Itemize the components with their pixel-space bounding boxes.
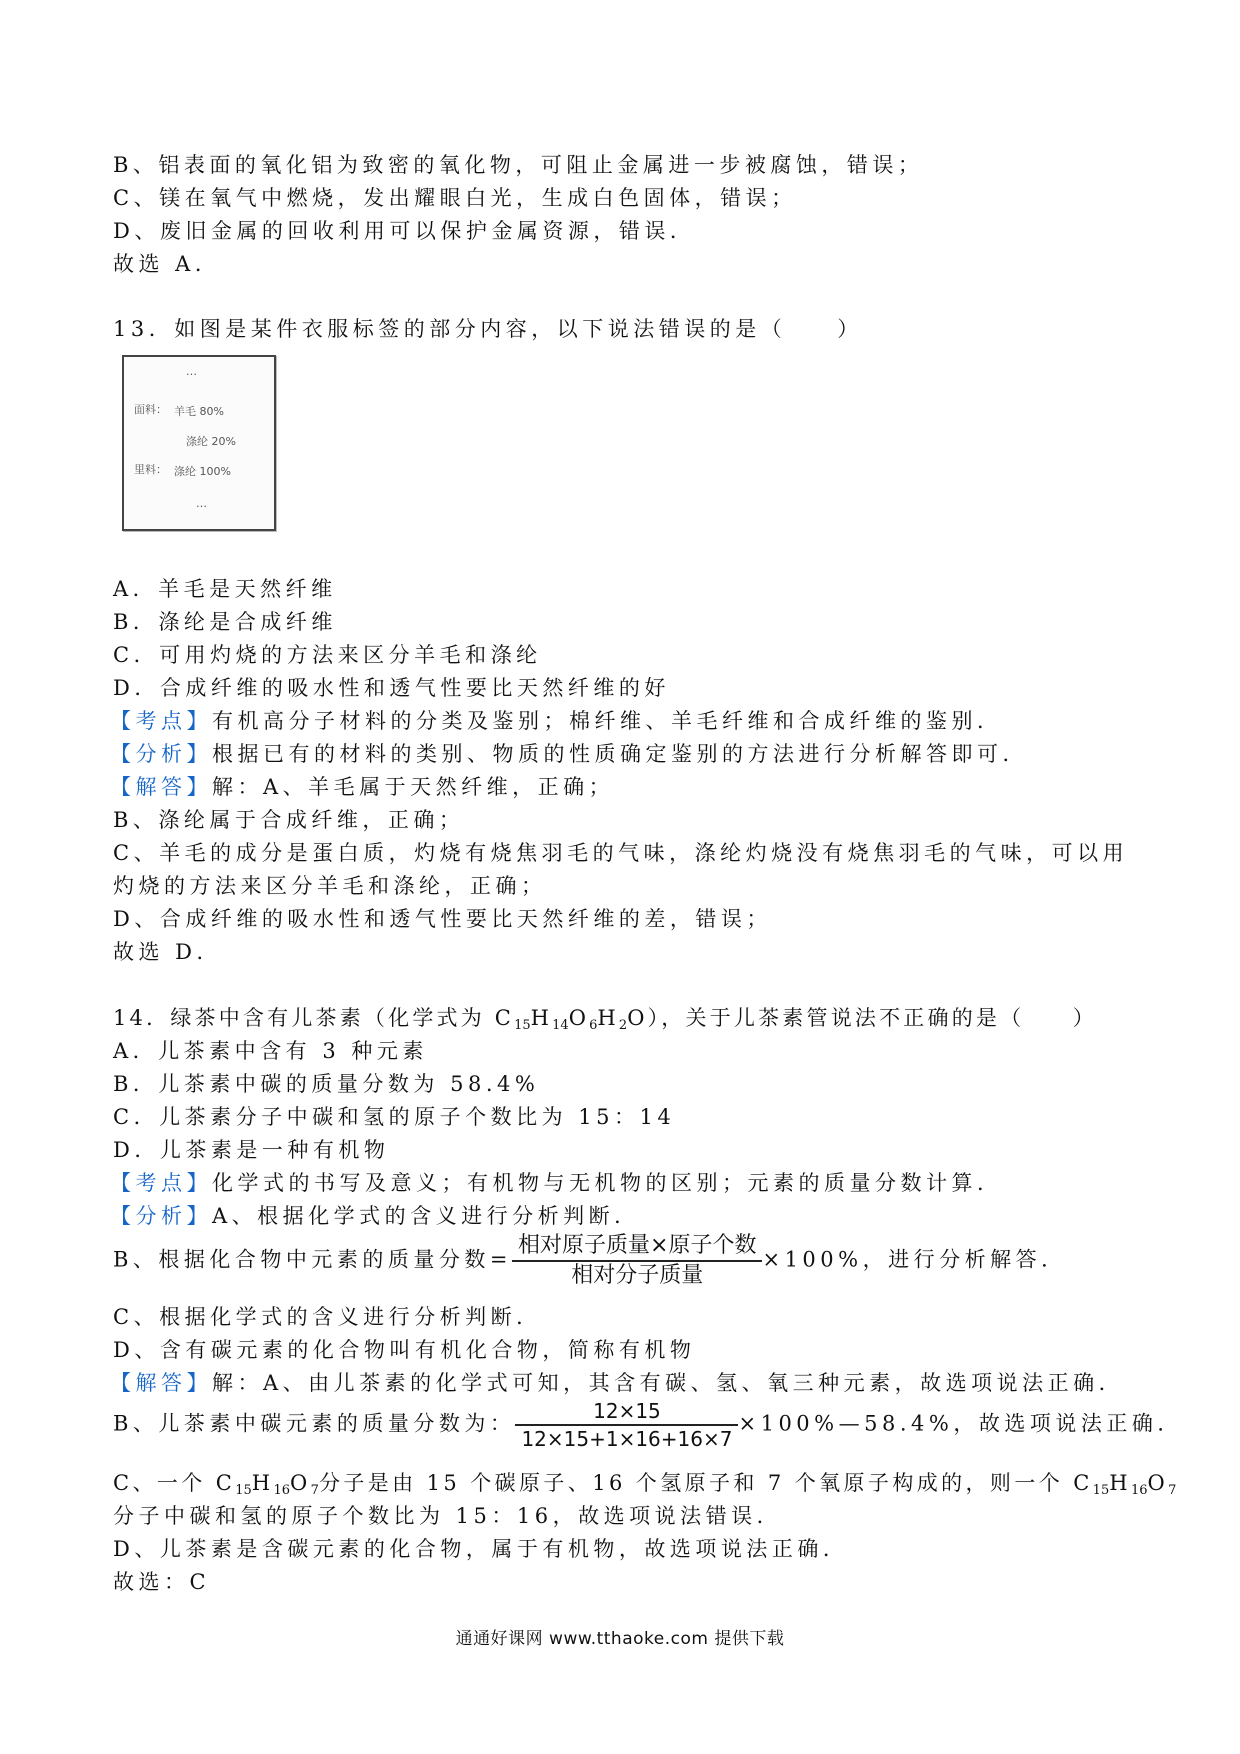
formula-prefix: B、儿茶素中碳元素的质量分数为：	[113, 1411, 516, 1436]
jieda-tag: 【解答】	[110, 775, 212, 799]
label-row1-value: 羊毛 80%	[174, 405, 224, 418]
formula-prefix: B、根据化合物中元素的质量分数=	[113, 1247, 513, 1272]
stem-part: 14．绿茶中含有儿茶素（化学式为 C	[113, 1006, 515, 1030]
option-c: C．可用灼烧的方法来区分羊毛和涤纶	[113, 643, 542, 667]
text-line: 分子中碳和氢的原子个数比为 15：16，故选项说法错误．	[113, 1504, 783, 1528]
formula-denominator: 相对分子质量	[512, 1260, 762, 1290]
text-line: C、根据化学式的含义进行分析判断．	[113, 1305, 542, 1329]
text-line: D、含有碳元素的化合物叫有机化合物，简称有机物	[113, 1338, 696, 1362]
fenxi-tag: 【分析】	[110, 742, 212, 766]
formula-denominator: 12×15+1×16+16×7	[515, 1424, 738, 1452]
stem-part: O	[568, 1006, 590, 1030]
text-line: 故选 A．	[113, 252, 221, 276]
text-line: D、合成纤维的吸水性和透气性要比天然纤维的差，错误；	[113, 907, 772, 931]
page-footer: 通通好课网 www.tthaoke.com 提供下载	[455, 1629, 785, 1649]
option-c: C．儿茶素分子中碳和氢的原子个数比为 15：14	[113, 1105, 676, 1129]
text-line: D、废旧金属的回收利用可以保护金属资源，错误．	[113, 219, 696, 243]
subscript: 15	[1092, 1483, 1110, 1498]
answer-line: 故选：C	[113, 1570, 211, 1594]
clothing-label-image	[122, 355, 276, 531]
subscript: 16	[273, 1483, 291, 1498]
option-b: B．涤纶是合成纤维	[113, 610, 337, 634]
formula-suffix: ×100%，进行分析解答．	[762, 1247, 1067, 1272]
carbon-fraction-formula	[515, 1398, 738, 1452]
option-b: B．儿茶素中碳的质量分数为 58.4%	[113, 1072, 540, 1096]
subscript: 14	[552, 1018, 569, 1033]
subscript: 2	[618, 1018, 628, 1033]
label-row2-value: 涤纶 20%	[186, 435, 236, 448]
text-line: C、镁在氧气中燃烧，发出耀眼白光，生成白色固体，错误；	[113, 186, 797, 210]
option-a: A．儿茶素中含有 3 种元素	[113, 1039, 428, 1063]
label-dots-top: …	[186, 365, 197, 378]
text-line: B、涤纶属于合成纤维，正确；	[113, 808, 465, 832]
jieda-text: 解：A、羊毛属于天然纤维，正确；	[212, 775, 615, 799]
text-part: O	[290, 1471, 311, 1495]
jieda-text: 解：A、由儿茶素的化学式可知，其含有碳、氢、氧三种元素，故选项说法正确．	[212, 1371, 1125, 1395]
text-line: D、儿茶素是含碳元素的化合物，属于有机物，故选项说法正确．	[113, 1537, 849, 1561]
text-part: H	[1109, 1471, 1131, 1495]
label-row3-value: 涤纶 100%	[174, 465, 231, 478]
label-row3-label: 里料：	[134, 463, 167, 476]
formula-numerator: 12×15	[593, 1399, 661, 1423]
answer-line: 故选 D．	[113, 940, 223, 964]
jieda-tag: 【解答】	[110, 1371, 212, 1395]
fenxi-text: 根据已有的材料的类别、物质的性质确定鉴别的方法进行分析解答即可．	[212, 742, 1028, 766]
text-part: 分子是由 15 个碳原子、16 个氢原子和 7 个氧原子构成的，则一个 C	[318, 1471, 1093, 1495]
subscript: 15	[514, 1018, 531, 1033]
text-line: 灼烧的方法来区分羊毛和涤纶，正确；	[113, 874, 547, 898]
fenxi-line	[110, 739, 1028, 769]
option-d: D．合成纤维的吸水性和透气性要比天然纤维的好	[113, 676, 670, 700]
fenxi-text: A、根据化学式的含义进行分析判断．	[212, 1204, 640, 1228]
formula-numerator: 相对原子质量×原子个数	[518, 1233, 757, 1258]
text-line: B、铝表面的氧化铝为致密的氧化物，可阻止金属进一步被腐蚀，错误；	[113, 153, 924, 177]
stem-part: H	[597, 1006, 619, 1030]
mass-fraction-formula	[512, 1232, 762, 1290]
fenxi-formula-line	[113, 1232, 1067, 1290]
label-dots-bottom: …	[196, 497, 207, 510]
jieda-formula-line	[113, 1398, 1183, 1452]
text-part: H	[251, 1471, 274, 1495]
label-row1-label: 面料：	[134, 403, 167, 416]
stem-part: O），关于儿茶素管说法不正确的是（ ）	[627, 1006, 1097, 1030]
kaodian-text: 有机高分子材料的分类及鉴别；棉纤维、羊毛纤维和合成纤维的鉴别．	[212, 709, 1003, 733]
fenxi-line	[110, 1201, 640, 1231]
kaodian-tag: 【考点】	[110, 709, 212, 733]
text-part: C、一个 C	[113, 1471, 236, 1495]
jieda-line	[110, 772, 614, 802]
text-line: C、羊毛的成分是蛋白质，灼烧有烧焦羽毛的气味，涤纶灼烧没有烧焦羽毛的气味，可以用	[113, 841, 1129, 865]
kaodian-tag: 【考点】	[110, 1171, 212, 1195]
fenxi-tag: 【分析】	[110, 1204, 212, 1228]
kaodian-line	[110, 706, 1003, 736]
jieda-line	[110, 1368, 1124, 1398]
option-a: A．羊毛是天然纤维	[113, 577, 337, 601]
option-d: D．儿茶素是一种有机物	[113, 1138, 390, 1162]
subscript: 7	[1168, 1483, 1177, 1498]
stem-part: H	[530, 1006, 553, 1030]
formula-suffix: ×100%—58.4%，故选项说法正确．	[738, 1411, 1183, 1436]
subscript: 7	[310, 1483, 319, 1498]
text-part: O	[1147, 1471, 1169, 1495]
subscript: 6	[589, 1018, 598, 1033]
subscript: 15	[235, 1483, 252, 1498]
question-13-stem: 13．如图是某件衣服标签的部分内容，以下说法错误的是（ ）	[113, 317, 863, 341]
kaodian-line	[110, 1168, 1003, 1198]
kaodian-text: 化学式的书写及意义；有机物与无机物的区别；元素的质量分数计算．	[212, 1171, 1003, 1195]
subscript: 16	[1130, 1483, 1148, 1498]
